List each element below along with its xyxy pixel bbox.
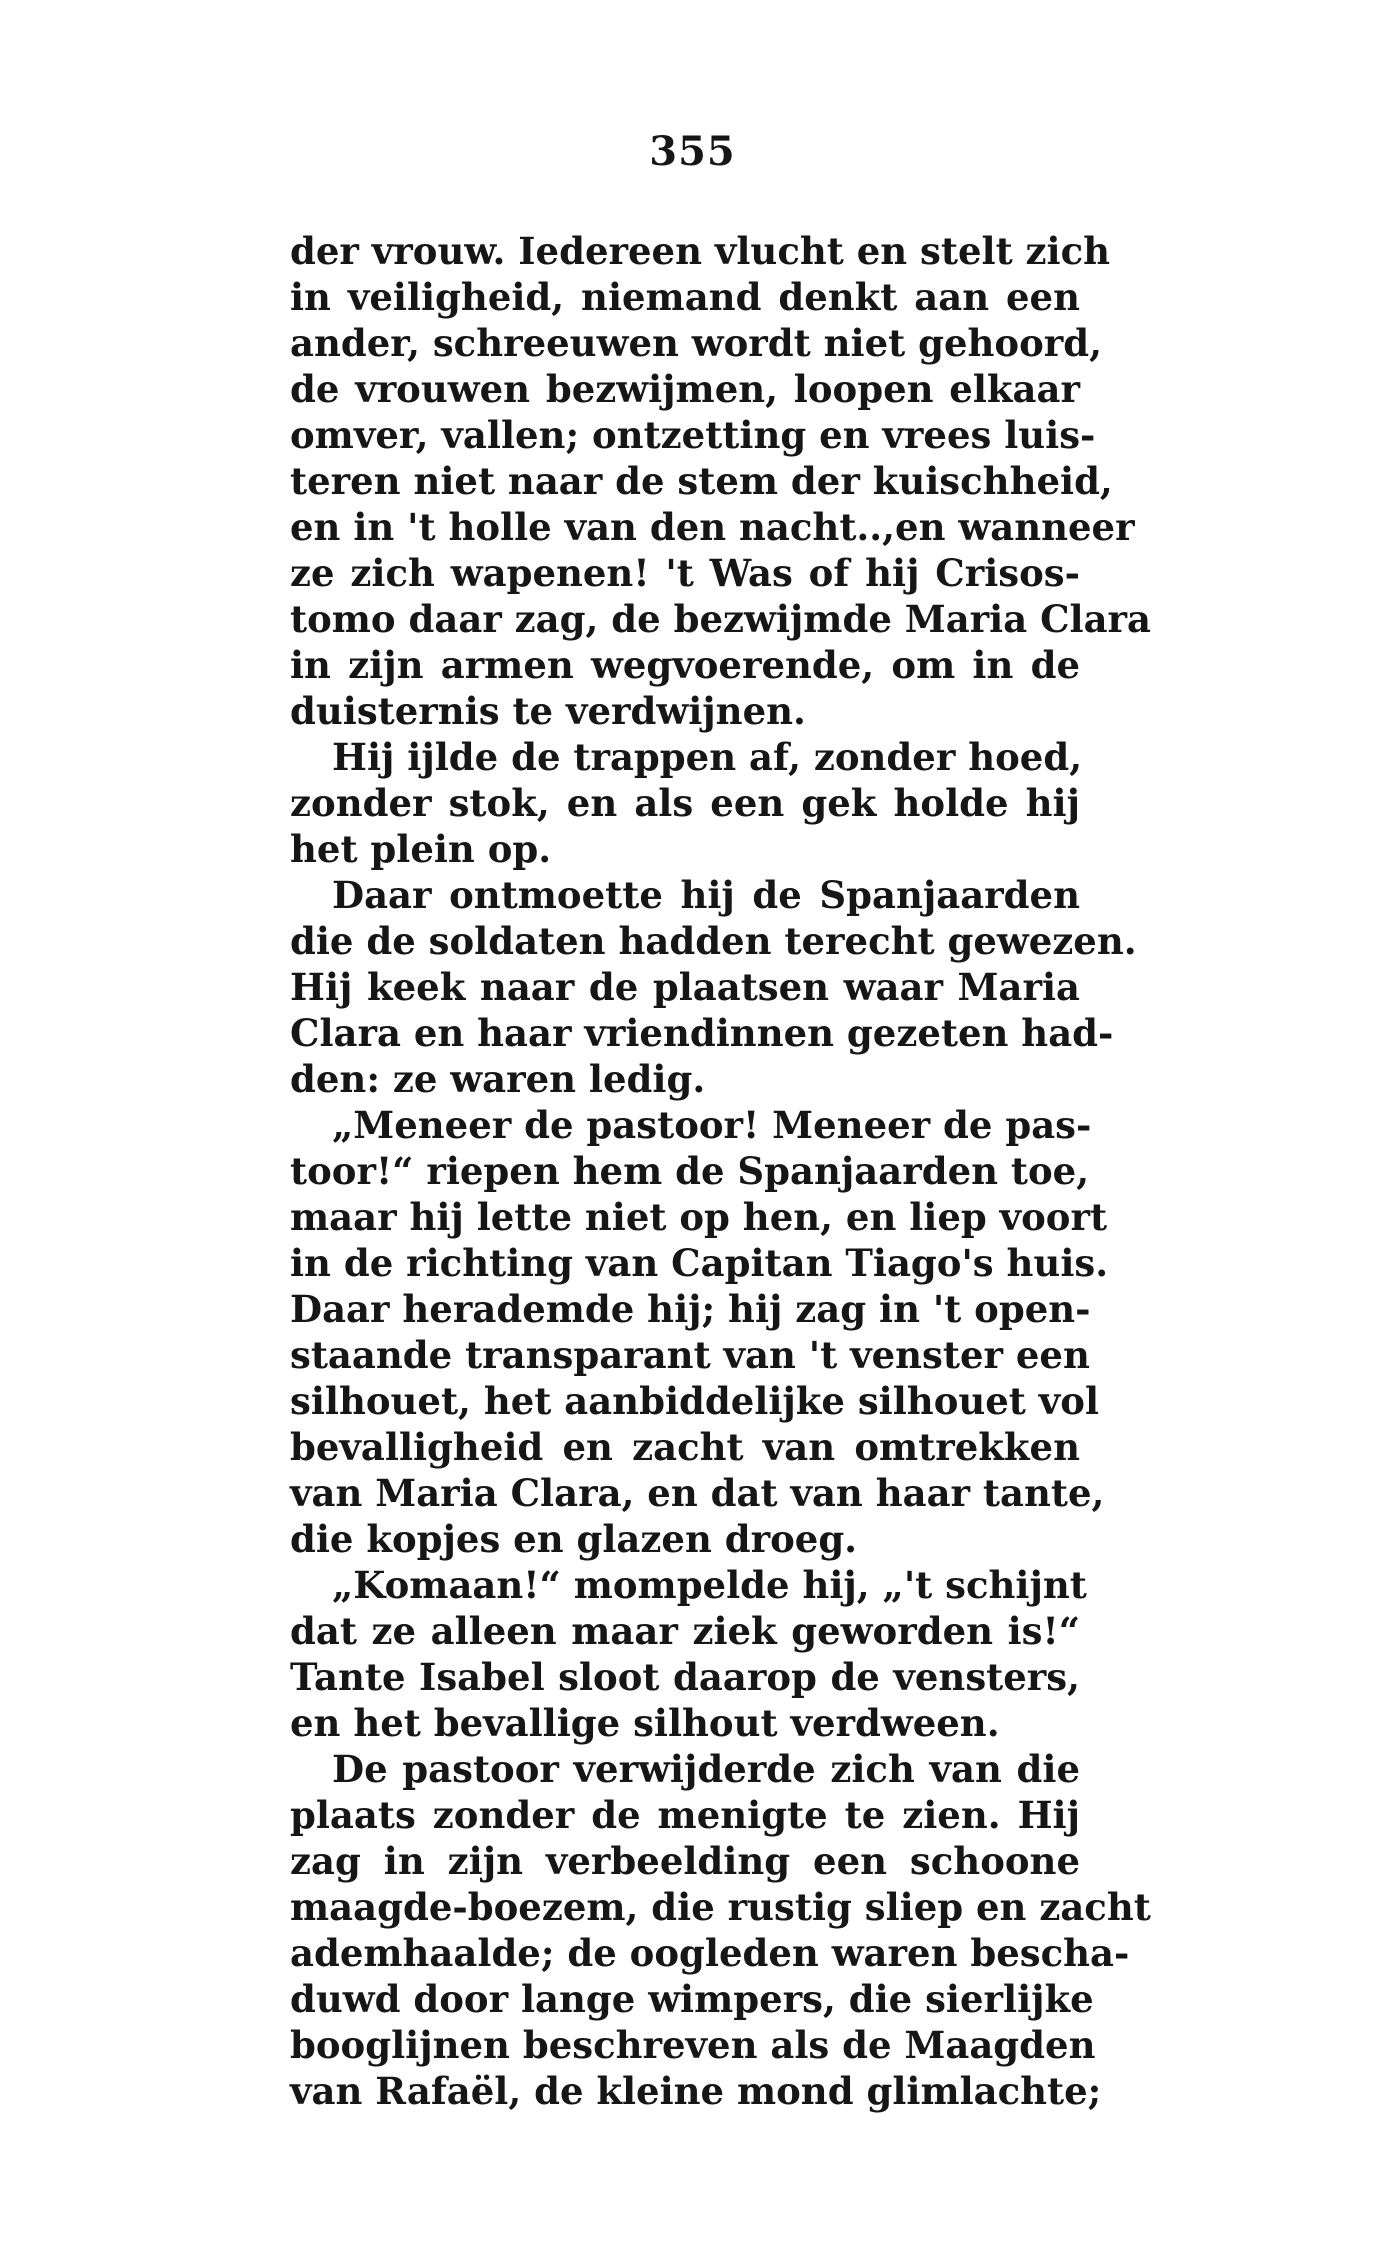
text-line: toor!“ riepen hem de Spanjaarden toe,: [290, 1149, 1090, 1193]
text-line: omver, vallen; ontzetting en vrees luis-: [290, 413, 1096, 457]
text-line: in veiligheid, niemand denkt aan een: [290, 275, 1080, 319]
text-line: die kopjes en glazen droeg.: [290, 1517, 858, 1561]
text-line: plaats zonder de menigte te zien. Hij: [290, 1793, 1080, 1837]
paragraph-first-line: De pastoor verwijderde zich van die: [332, 1747, 1080, 1791]
paragraph-first-line: „Meneer de pastoor! Meneer de pas-: [332, 1103, 1092, 1147]
text-line: die de soldaten hadden terecht gewezen.: [290, 919, 1137, 963]
text-line: van Rafaël, de kleine mond glimlachte;: [290, 2069, 1102, 2113]
text-line: Daar herademde hij; hij zag in 't open-: [290, 1287, 1091, 1331]
text-line: ze zich wapenen! 't Was of hij Crisos-: [290, 551, 1080, 595]
text-line: Hij keek naar de plaatsen waar Maria: [290, 965, 1080, 1009]
paragraph-first-line: „Komaan!“ mompelde hij, „'t schijnt: [332, 1563, 1087, 1607]
text-line: van Maria Clara, en dat van haar tante,: [290, 1471, 1105, 1515]
text-line: in de richting van Capitan Tiago's huis.: [290, 1241, 1109, 1285]
text-line: Tante Isabel sloot daarop de vensters,: [290, 1655, 1080, 1699]
text-line: Clara en haar vriendinnen gezeten had-: [290, 1011, 1114, 1055]
text-line: den: ze waren ledig.: [290, 1057, 706, 1101]
text-line: maar hij lette niet op hen, en liep voort: [290, 1195, 1108, 1239]
text-line: in zijn armen wegvoerende, om in de: [290, 643, 1080, 687]
text-line: teren niet naar de stem der kuischheid,: [290, 459, 1113, 503]
text-line: staande transparant van 't venster een: [290, 1333, 1090, 1377]
text-line: der vrouw. Iedereen vlucht en stelt zich: [290, 229, 1111, 273]
text-line: en het bevallige silhout verdween.: [290, 1701, 1000, 1745]
text-line: dat ze alleen maar ziek geworden is!“: [290, 1609, 1080, 1653]
text-line: ander, schreeuwen wordt niet gehoord,: [290, 321, 1103, 365]
text-line: bevalligheid en zacht van omtrekken: [290, 1425, 1080, 1469]
text-line: tomo daar zag, de bezwijmde Maria Clara: [290, 597, 1152, 641]
text-line: ademhaalde; de oogleden waren bescha-: [290, 1931, 1130, 1975]
text-line: zonder stok, en als een gek holde hij: [290, 781, 1080, 825]
text-line: duisternis te verdwijnen.: [290, 689, 806, 733]
paragraph-first-line: Daar ontmoette hij de Spanjaarden: [332, 873, 1080, 917]
text-line: zag in zijn verbeelding een schoone: [290, 1839, 1080, 1883]
paragraph-first-line: Hij ijlde de trappen af, zonder hoed,: [332, 735, 1083, 779]
text-line: en in 't holle van den nacht..,en wanneer: [290, 505, 1135, 549]
text-line: de vrouwen bezwijmen, loopen elkaar: [290, 367, 1080, 411]
text-line: het plein op.: [290, 827, 552, 871]
text-line: booglijnen beschreven als de Maagden: [290, 2023, 1096, 2067]
text-line: maagde-boezem, die rustig sliep en zacht: [290, 1885, 1151, 1929]
body-text: [290, 228, 1152, 2114]
page-number: 355: [649, 128, 736, 175]
text-line: silhouet, het aanbiddelijke silhouet vol: [290, 1379, 1100, 1423]
text-line: duwd door lange wimpers, die sierlijke: [290, 1977, 1094, 2021]
